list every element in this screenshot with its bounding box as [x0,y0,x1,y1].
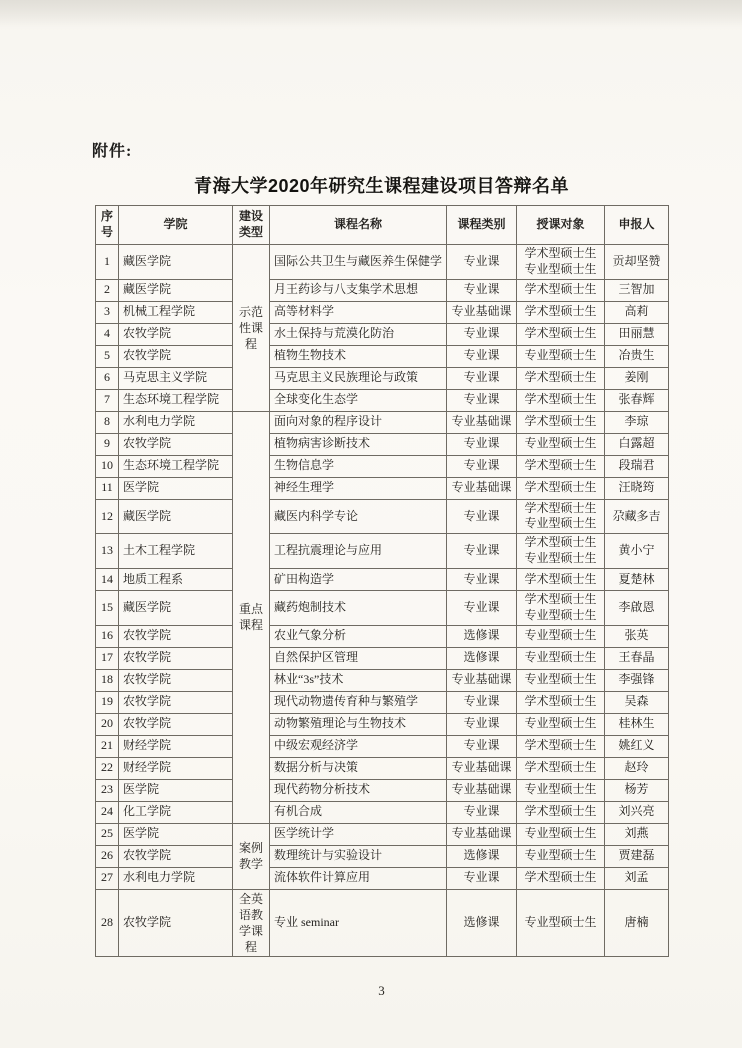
applicant-cell: 尕藏多吉 [605,499,669,534]
table-row [96,534,669,569]
course-name-cell: 工程抗震理论与应用 [270,534,447,569]
audience-line: 专业型硕士生 [524,607,597,622]
audience-line: 学术型硕士生 [524,480,597,495]
college-cell: 藏医学院 [119,590,233,625]
row-number-cell: 6 [96,367,119,389]
course-category-cell: 专业基础课 [447,301,517,323]
audience-line: 学术型硕士生 [524,326,597,341]
audience-cell [517,433,605,455]
course-category-cell: 专业课 [447,713,517,735]
audience-cell [517,534,605,569]
row-number-cell: 27 [96,867,119,889]
applicant-cell: 唐楠 [605,889,669,957]
course-category-cell: 专业课 [447,279,517,301]
table-row [96,279,669,301]
course-name-cell: 数理统计与实验设计 [270,845,447,867]
row-number-cell: 12 [96,499,119,534]
applicant-cell: 李强锋 [605,669,669,691]
applicant-cell: 贡却坚赞 [605,245,669,280]
course-category-cell: 专业课 [447,735,517,757]
audience-line: 学术型硕士生 [524,282,597,297]
audience-cell [517,889,605,957]
audience-line: 专业型硕士生 [524,551,597,566]
course-name-cell: 全球变化生态学 [270,389,447,411]
audience-cell [517,647,605,669]
college-cell: 农牧学院 [119,625,233,647]
course-name-cell: 自然保护区管理 [270,647,447,669]
row-number-cell: 13 [96,534,119,569]
audience-line: 学术型硕士生 [524,304,597,319]
college-cell: 医学院 [119,779,233,801]
audience-line: 专业型硕士生 [524,348,597,363]
audience-line: 学术型硕士生 [524,591,597,606]
page-number: 3 [378,983,385,998]
audience-line: 专业型硕士生 [524,915,597,930]
course-name-cell: 专业 seminar [270,889,447,957]
course-name-cell: 面向对象的程序设计 [270,411,447,433]
applicant-cell: 王春晶 [605,647,669,669]
audience-cell [517,367,605,389]
audience-line: 学术型硕士生 [524,500,597,515]
applicant-cell: 张英 [605,625,669,647]
course-name-cell: 植物病害诊断技术 [270,433,447,455]
table-row [96,713,669,735]
table-body [96,245,669,957]
course-category-cell: 专业课 [447,323,517,345]
audience-line: 学术型硕士生 [524,694,597,709]
audience-line: 学术型硕士生 [524,760,597,775]
table-row [96,590,669,625]
applicant-cell: 贾建磊 [605,845,669,867]
course-name-cell: 现代动物遗传育种与繁殖学 [270,691,447,713]
applicant-cell: 桂林生 [605,713,669,735]
course-category-cell: 专业基础课 [447,477,517,499]
college-cell: 机械工程学院 [119,301,233,323]
row-number-cell: 9 [96,433,119,455]
audience-cell [517,823,605,845]
table-row [96,867,669,889]
audience-cell [517,779,605,801]
college-cell: 藏医学院 [119,279,233,301]
applicant-cell: 汪晓筠 [605,477,669,499]
applicant-cell: 李啟恩 [605,590,669,625]
audience-line: 专业型硕士生 [524,261,597,276]
row-number-cell: 24 [96,801,119,823]
construction-type-cell: 全英语教学课程 [233,889,270,957]
applicant-cell: 姚红义 [605,735,669,757]
table-row [96,301,669,323]
audience-line: 专业型硕士生 [524,650,597,665]
course-name-cell: 数据分析与决策 [270,757,447,779]
college-cell: 水利电力学院 [119,867,233,889]
audience-cell [517,245,605,280]
course-category-cell: 专业课 [447,867,517,889]
course-category-cell: 选修课 [447,889,517,957]
applicant-cell: 高莉 [605,301,669,323]
college-cell: 农牧学院 [119,889,233,957]
table-header-cells [96,206,669,245]
audience-line: 学术型硕士生 [524,571,597,586]
course-name-cell: 水土保持与荒漠化防治 [270,323,447,345]
row-number-cell: 26 [96,845,119,867]
course-name-cell: 农业气象分析 [270,625,447,647]
audience-cell [517,301,605,323]
course-category-cell: 专业基础课 [447,669,517,691]
college-cell: 生态环境工程学院 [119,389,233,411]
row-number-cell: 23 [96,779,119,801]
audience-cell [517,279,605,301]
course-category-cell: 选修课 [447,625,517,647]
row-number-cell: 20 [96,713,119,735]
college-cell: 生态环境工程学院 [119,455,233,477]
table-row [96,433,669,455]
course-name-cell: 动物繁殖理论与生物技术 [270,713,447,735]
course-category-cell: 专业课 [447,367,517,389]
column-header-6: 授课对象 [517,206,605,245]
audience-cell [517,477,605,499]
column-header-2: 学院 [119,206,233,245]
table-row [96,669,669,691]
scan-edge-shade [0,0,742,26]
audience-cell [517,735,605,757]
course-name-cell: 高等材料学 [270,301,447,323]
audience-line: 专业型硕士生 [524,436,597,451]
audience-cell [517,757,605,779]
table-row [96,691,669,713]
audience-cell [517,625,605,647]
college-cell: 地质工程系 [119,568,233,590]
table-row [96,389,669,411]
audience-line: 专业型硕士生 [524,826,597,841]
college-cell: 水利电力学院 [119,411,233,433]
course-category-cell: 专业基础课 [447,779,517,801]
course-name-cell: 有机合成 [270,801,447,823]
course-name-cell: 林业“3s”技术 [270,669,447,691]
college-cell: 土木工程学院 [119,534,233,569]
course-category-cell: 专业课 [447,433,517,455]
college-cell: 财经学院 [119,735,233,757]
course-name-cell: 植物生物技术 [270,345,447,367]
course-name-cell: 月王药诊与八支集学术思想 [270,279,447,301]
audience-line: 学术型硕士生 [524,738,597,753]
audience-line: 学术型硕士生 [524,414,597,429]
college-cell: 农牧学院 [119,323,233,345]
audience-cell [517,713,605,735]
table-row [96,245,669,280]
table-row [96,345,669,367]
defense-list-table [95,205,669,957]
construction-type-cell: 示范性课程 [233,245,270,412]
course-category-cell: 专业课 [447,245,517,280]
course-category-cell: 专业课 [447,801,517,823]
college-cell: 化工学院 [119,801,233,823]
row-number-cell: 7 [96,389,119,411]
course-name-cell: 医学统计学 [270,823,447,845]
audience-line: 专业型硕士生 [524,672,597,687]
college-cell: 医学院 [119,823,233,845]
table-row [96,411,669,433]
course-name-cell: 生物信息学 [270,455,447,477]
table-row [96,735,669,757]
course-category-cell: 专业基础课 [447,411,517,433]
row-number-cell: 18 [96,669,119,691]
row-number-cell: 4 [96,323,119,345]
applicant-cell: 白露超 [605,433,669,455]
audience-line: 专业型硕士生 [524,848,597,863]
audience-line: 专业型硕士生 [524,716,597,731]
column-header-7: 申报人 [605,206,669,245]
table-row [96,647,669,669]
applicant-cell: 冶贵生 [605,345,669,367]
applicant-cell: 杨芳 [605,779,669,801]
audience-cell [517,801,605,823]
table-row [96,845,669,867]
applicant-cell: 刘孟 [605,867,669,889]
construction-type-cell: 重点课程 [233,411,270,823]
row-number-cell: 14 [96,568,119,590]
row-number-cell: 28 [96,889,119,957]
applicant-cell: 姜刚 [605,367,669,389]
audience-cell [517,345,605,367]
column-header-5: 课程类别 [447,206,517,245]
college-cell: 农牧学院 [119,713,233,735]
audience-cell [517,669,605,691]
applicant-cell: 李琼 [605,411,669,433]
audience-cell [517,499,605,534]
applicant-cell: 黄小宁 [605,534,669,569]
applicant-cell: 段瑞君 [605,455,669,477]
applicant-cell: 赵玲 [605,757,669,779]
audience-line: 专业型硕士生 [524,628,597,643]
construction-type-cell: 案例教学 [233,823,270,889]
table-row [96,889,669,957]
course-name-cell: 中级宏观经济学 [270,735,447,757]
course-name-cell: 矿田构造学 [270,568,447,590]
college-cell: 马克思主义学院 [119,367,233,389]
document-title: 青海大学2020年研究生课程建设项目答辩名单 [193,176,570,196]
course-name-cell: 藏药炮制技术 [270,590,447,625]
row-number-cell: 10 [96,455,119,477]
row-number-cell: 8 [96,411,119,433]
audience-cell [517,867,605,889]
table-row [96,779,669,801]
row-number-cell: 16 [96,625,119,647]
college-cell: 医学院 [119,477,233,499]
audience-cell [517,568,605,590]
applicant-cell: 田丽慧 [605,323,669,345]
table-row [96,367,669,389]
audience-cell [517,590,605,625]
course-category-cell: 专业课 [447,691,517,713]
table-row [96,568,669,590]
table-row [96,625,669,647]
row-number-cell: 19 [96,691,119,713]
table-row [96,801,669,823]
row-number-cell: 17 [96,647,119,669]
audience-cell [517,323,605,345]
column-header-4: 课程名称 [270,206,447,245]
audience-line: 学术型硕士生 [524,392,597,407]
attachment-label: 附件: [92,143,133,160]
course-category-cell: 专业课 [447,389,517,411]
audience-cell [517,455,605,477]
row-number-cell: 11 [96,477,119,499]
audience-line: 学术型硕士生 [524,804,597,819]
college-cell: 农牧学院 [119,647,233,669]
row-number-cell: 25 [96,823,119,845]
college-cell: 藏医学院 [119,499,233,534]
audience-cell [517,389,605,411]
college-cell: 藏医学院 [119,245,233,280]
course-name-cell: 现代药物分析技术 [270,779,447,801]
table-row [96,757,669,779]
audience-cell [517,691,605,713]
column-header-3: 建设类型 [233,206,270,245]
audience-line: 学术型硕士生 [524,370,597,385]
college-cell: 财经学院 [119,757,233,779]
table-header-row [96,206,669,245]
college-cell: 农牧学院 [119,691,233,713]
column-header-1: 序号 [96,206,119,245]
applicant-cell: 三智加 [605,279,669,301]
row-number-cell: 2 [96,279,119,301]
audience-line: 学术型硕士生 [524,458,597,473]
audience-line: 专业型硕士生 [524,782,597,797]
table-row [96,455,669,477]
course-category-cell: 选修课 [447,647,517,669]
course-category-cell: 专业课 [447,455,517,477]
course-category-cell: 选修课 [447,845,517,867]
audience-line: 学术型硕士生 [524,870,597,885]
audience-line: 学术型硕士生 [524,535,597,550]
course-name-cell: 神经生理学 [270,477,447,499]
table-row [96,823,669,845]
course-name-cell: 流体软件计算应用 [270,867,447,889]
row-number-cell: 5 [96,345,119,367]
audience-cell [517,845,605,867]
applicant-cell: 张春辉 [605,389,669,411]
row-number-cell: 3 [96,301,119,323]
college-cell: 农牧学院 [119,845,233,867]
course-category-cell: 专业课 [447,345,517,367]
row-number-cell: 1 [96,245,119,280]
row-number-cell: 15 [96,590,119,625]
table-row [96,477,669,499]
course-name-cell: 马克思主义民族理论与政策 [270,367,447,389]
college-cell: 农牧学院 [119,669,233,691]
audience-line: 专业型硕士生 [524,516,597,531]
table-row [96,323,669,345]
applicant-cell: 刘兴亮 [605,801,669,823]
college-cell: 农牧学院 [119,345,233,367]
audience-cell [517,411,605,433]
course-category-cell: 专业课 [447,568,517,590]
applicant-cell: 刘燕 [605,823,669,845]
audience-line: 学术型硕士生 [524,246,597,260]
course-category-cell: 专业课 [447,499,517,534]
course-category-cell: 专业课 [447,534,517,569]
row-number-cell: 21 [96,735,119,757]
row-number-cell: 22 [96,757,119,779]
applicant-cell: 吴森 [605,691,669,713]
college-cell: 农牧学院 [119,433,233,455]
applicant-cell: 夏楚林 [605,568,669,590]
course-name-cell: 藏医内科学专论 [270,499,447,534]
course-category-cell: 专业基础课 [447,757,517,779]
course-category-cell: 专业课 [447,590,517,625]
table-row [96,499,669,534]
course-name-cell: 国际公共卫生与藏医养生保健学 [270,245,447,280]
course-category-cell: 专业基础课 [447,823,517,845]
